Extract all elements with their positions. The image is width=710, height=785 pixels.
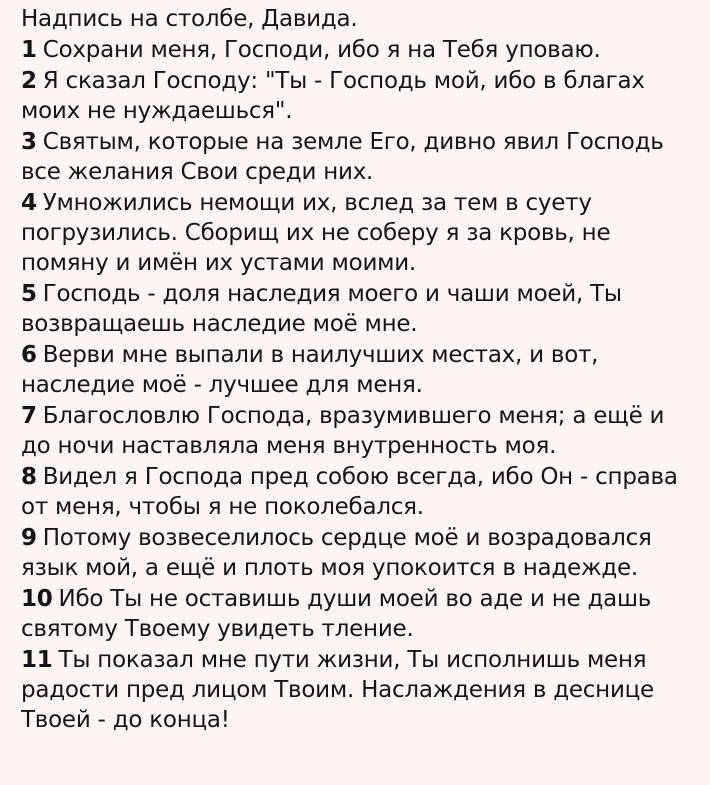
verse-9 [21, 523, 692, 583]
verse-text: Умножились немощи их, вслед за тем в суету погрузились. Сборищ их не соберу я за кровь, не помяну и имён их устами моими. [21, 190, 611, 276]
verse-4 [21, 188, 692, 278]
verse-1 [21, 35, 692, 65]
verse-text: Господь - доля наследия моего и чаши моей, Ты возвращаешь наследие моё мне. [21, 281, 622, 337]
verse-8 [21, 462, 692, 522]
verse-text: Я сказал Господу: "Ты - Господь мой, ибо в благах моих не нуждаешься". [21, 68, 645, 124]
verse-text: Святым, которые на земле Его, дивно явил Господь все желания Свои среди них. [21, 129, 664, 185]
verse-number: 4 [21, 190, 37, 216]
page-title: Надпись на столбе, Давида. [21, 6, 358, 32]
verse-number: 1 [21, 37, 37, 63]
verse-text: Видел я Господа пред собою всегда, ибо Он - справа от меня, чтобы я не поколебался. [21, 464, 678, 520]
verse-text: Сохрани меня, Господи, ибо я на Тебя уповаю. [42, 37, 601, 63]
verse-5 [21, 279, 692, 339]
verse-number: 6 [21, 342, 37, 368]
verse-text: Благословлю Господа, вразумившего меня; а ещё и до ночи наставляла меня внутренность моя. [21, 403, 665, 459]
verse-text: Верви мне выпали в наилучших местах, и вот, наследие моё - лучшее для меня. [21, 342, 599, 398]
verse-text: Ты показал мне пути жизни, Ты исполнишь меня радости пред лицом Твоим. Наслаждения в деснице Твоей - до конца! [21, 647, 654, 733]
verse-number: 8 [21, 464, 37, 490]
verse-number: 2 [21, 68, 37, 94]
verse-6 [21, 340, 692, 400]
verse-10 [21, 584, 692, 644]
verse-number: 3 [21, 129, 37, 155]
verse-number: 5 [21, 281, 37, 307]
verse-2 [21, 66, 692, 126]
verse-number: 9 [21, 525, 37, 551]
verse-3 [21, 127, 692, 187]
verse-number: 10 [21, 586, 53, 612]
verse-number: 7 [21, 403, 37, 429]
verse-text: Потому возвеселилось сердце моё и возрадовался язык мой, а ещё и плоть моя упокоится в надежде. [21, 525, 652, 581]
verse-text: Ибо Ты не оставишь души моей во аде и не дашь святому Твоему увидеть тление. [21, 586, 652, 642]
verse-number: 11 [21, 647, 53, 673]
verse-11 [21, 645, 692, 735]
verse-7 [21, 401, 692, 461]
